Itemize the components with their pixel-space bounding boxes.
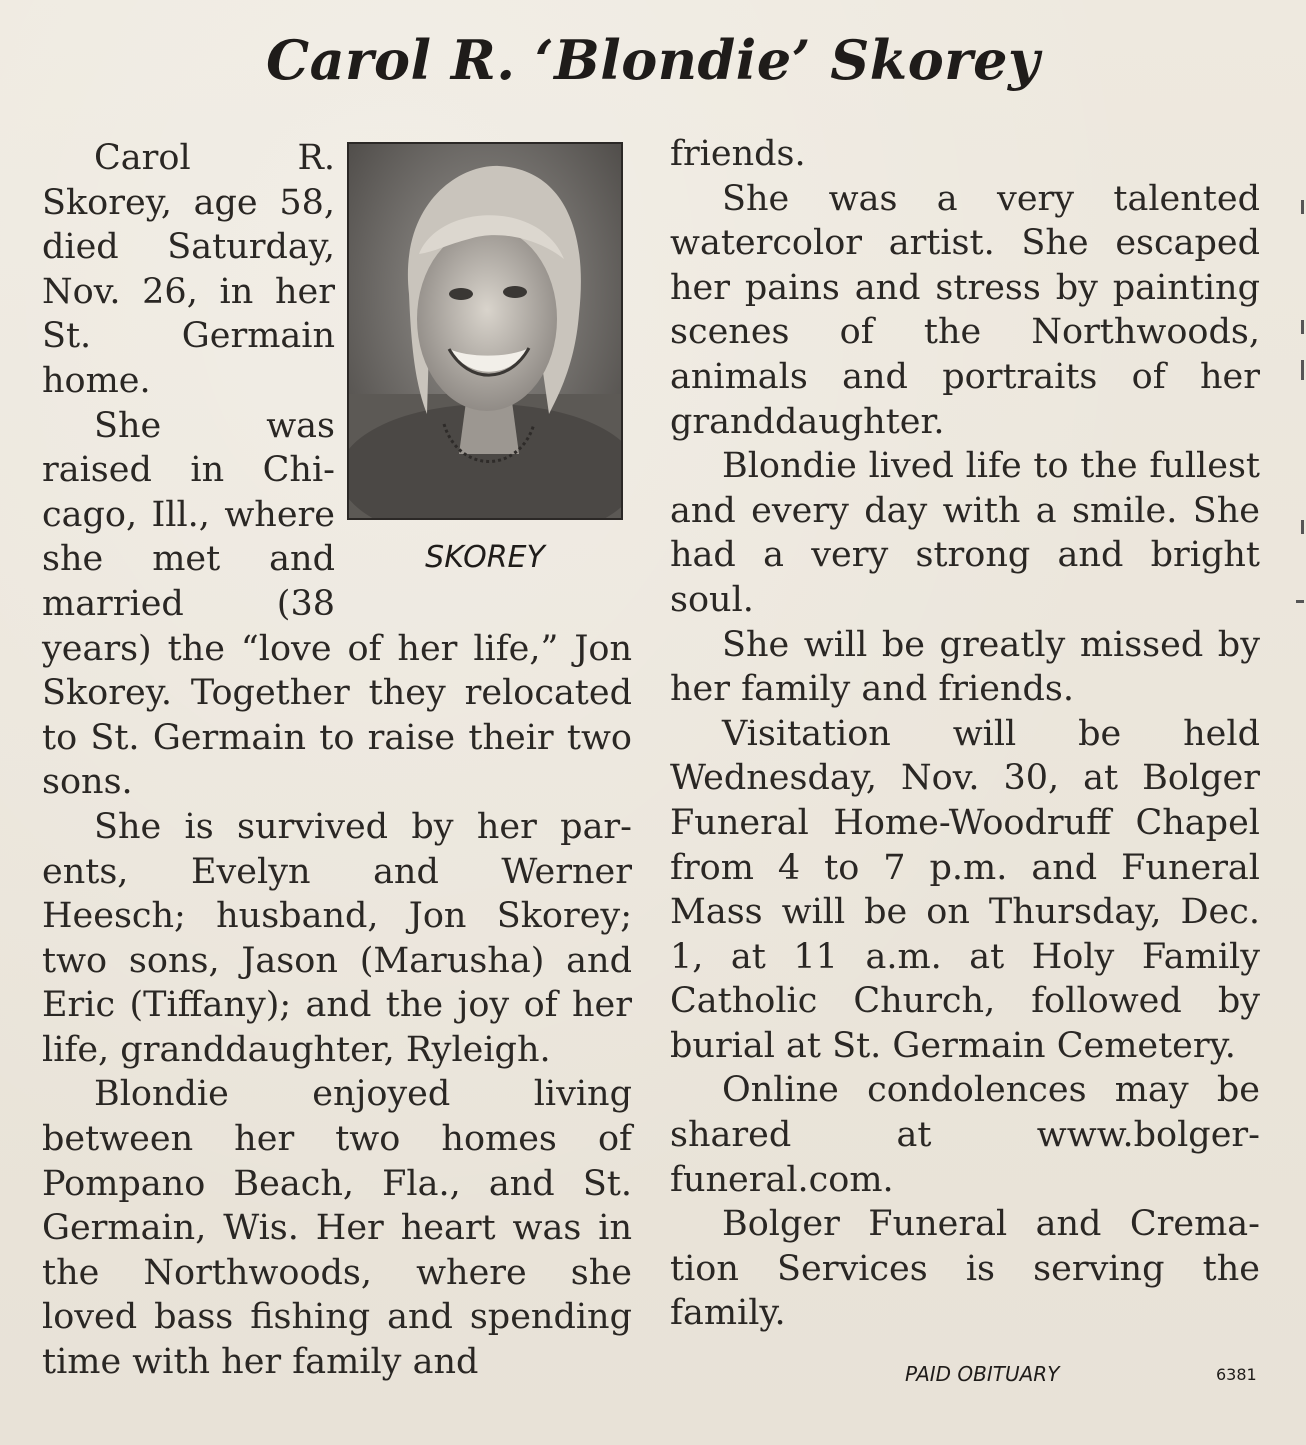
edge-mark bbox=[1301, 520, 1304, 534]
paragraph-lived-life: Blondie lived life to the fullest and every day with a smile. She had a very strong and bright soul. bbox=[670, 446, 1260, 620]
paragraph-missed: She will be greatly missed by her family and friends. bbox=[670, 624, 1260, 710]
paragraph-artist: She was a very talented watercolor artist. She escaped her pains and stress by painting scenes of the Northwoods, animals and portraits of her granddaughter. bbox=[670, 178, 1260, 442]
edge-mark bbox=[1301, 320, 1304, 334]
paragraph-homes: Blondie enjoyed living between her two homes of Pompano Beach, Fla., and St. Germain, Wis. Her heart was in the Northwoods, where she loved bass fishing and spending time with her family and bbox=[42, 1074, 632, 1383]
edge-mark bbox=[1301, 360, 1304, 380]
edge-mark bbox=[1296, 600, 1304, 603]
paragraph-survived: She is survived by her parents, Evelyn and Werner Heesch; husband, Jon Skorey; two sons, Jason (Marusha) and Eric (Tiffany); and the joy of her life, granddaughter, Ryleigh. bbox=[42, 806, 632, 1070]
edge-mark bbox=[1301, 200, 1304, 214]
paragraph-condolences: Online condolences may be shared at www.bolgerfuneral.com. bbox=[670, 1070, 1260, 1200]
paragraph-services: Bolger Funeral and Cremation Services is serving the family. bbox=[670, 1204, 1260, 1334]
photo-spacer bbox=[347, 136, 632, 598]
paid-obituary-label: PAID OBITUARY bbox=[905, 1362, 1060, 1386]
photo-caption: SKOREY bbox=[425, 540, 545, 575]
paragraph-continuation: friends. bbox=[670, 134, 806, 174]
obituary-headline: Carol R. ‘Blondie’ Skorey bbox=[266, 28, 1040, 92]
left-column bbox=[42, 136, 632, 1385]
ad-code: 6381 bbox=[1216, 1365, 1257, 1384]
paragraph-visitation: Visitation will be held Wednesday, Nov. 30, at Bolger Funeral Home-Woodruff Chapel from 4 to 7 p.m. and Funeral Mass will be on Thursday, Dec. 1, at 11 a.m. at Holy Family Catholic Church, followed by burial at St. Germain Cemetery. bbox=[670, 713, 1260, 1066]
paragraph-raised: She was raised in Chicago, Ill., where she met and married (38 years) the “love of her life,” Jon Skorey. Together they relocated to St. Germain to raise their two sons. bbox=[42, 405, 632, 803]
paragraph-intro: Carol R. Skorey, age 58, died Saturday, Nov. 26, in her St. Germain home. bbox=[42, 138, 335, 401]
right-column bbox=[670, 132, 1260, 1336]
